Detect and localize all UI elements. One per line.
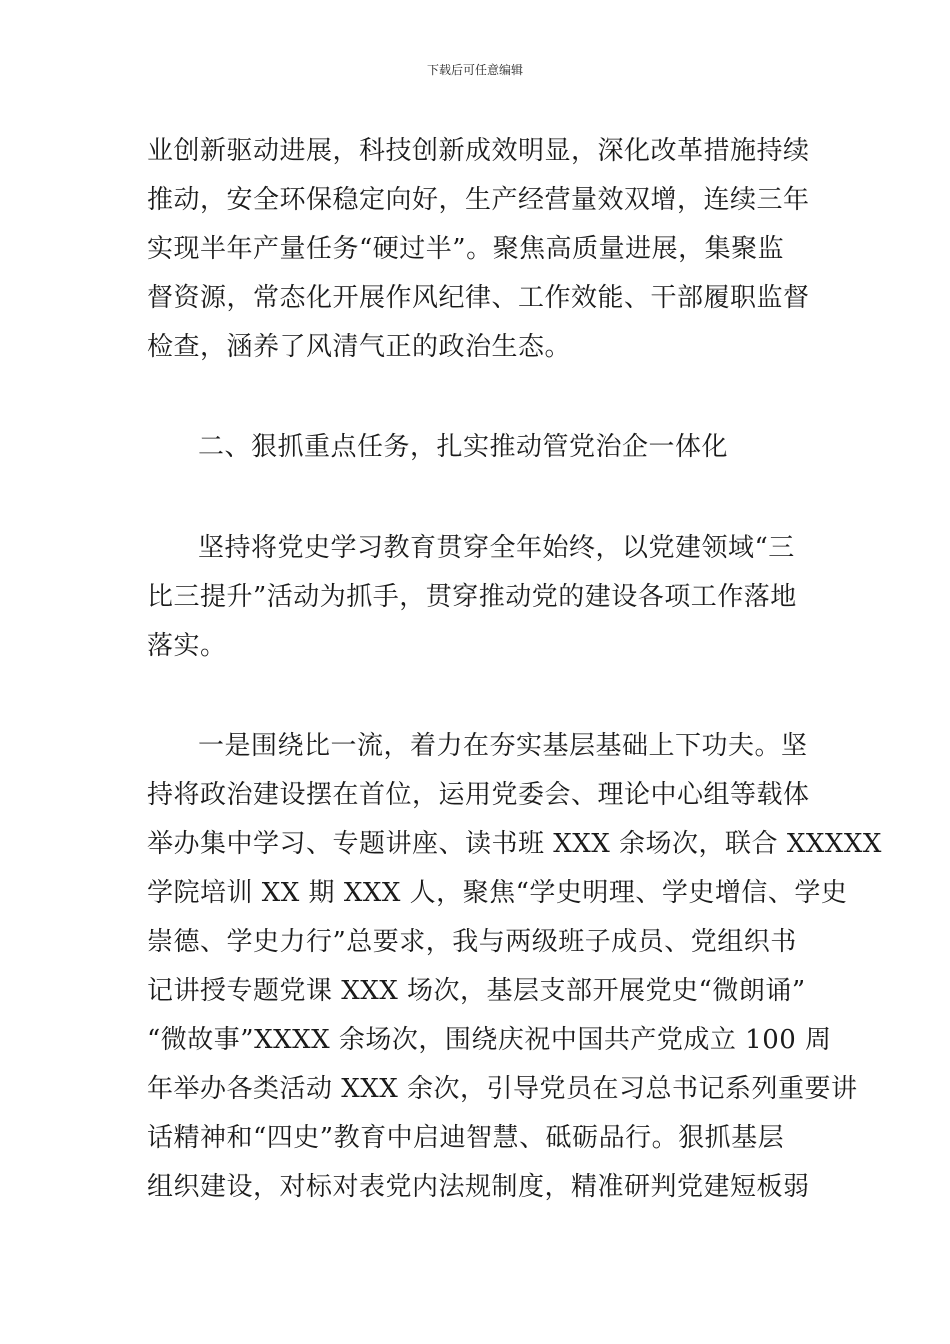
paragraph-3-line-3: 举办集中学习、专题讲座、读书班 XXX 余场次，联合 XXXXX	[147, 829, 882, 859]
paragraph-2-line-2: 比三提升”活动为抓手，贯穿推动党的建设各项工作落地	[147, 582, 797, 612]
paragraph-1-line-1: 业创新驱动进展，科技创新成效明显，深化改革措施持续	[147, 136, 810, 166]
paragraph-2-line-1: 坚持将党史学习教育贯穿全年始终，以党建领域“三	[198, 533, 795, 563]
paragraph-3-line-1: 一是围绕比一流，着力在夯实基层基础上下功夫。坚	[198, 731, 808, 761]
paragraph-3-line-4: 学院培训 XX 期 XXX 人，聚焦“学史明理、学史增信、学史	[147, 878, 848, 908]
paragraph-3-line-5: 崇德、学史力行”总要求，我与两级班子成员、党组织书	[147, 927, 797, 957]
paragraph-3-line-6: 记讲授专题党课 XXX 场次，基层支部开展党史“微朗诵”	[147, 976, 806, 1006]
paragraph-1-line-4: 督资源，常态化开展作风纪律、工作效能、干部履职监督	[147, 283, 810, 313]
section-heading: 二、狠抓重点任务，扎实推动管党治企一体化	[198, 432, 729, 462]
page-header: 下载后可任意编辑	[426, 63, 523, 77]
paragraph-1-line-3: 实现半年产量任务“硬过半”。聚焦高质量进展，集聚监	[147, 234, 785, 264]
paragraph-3-line-8: 年举办各类活动 XXX 余次，引导党员在习总书记系列重要讲	[147, 1074, 858, 1104]
paragraph-3-line-2: 持将政治建设摆在首位，运用党委会、理论中心组等载体	[147, 780, 810, 810]
paragraph-3-line-10: 组织建设，对标对表党内法规制度，精准研判党建短板弱	[147, 1172, 810, 1202]
paragraph-3-line-9: 话精神和“四史”教育中启迪智慧、砥砺品行。狠抓基层	[147, 1123, 785, 1153]
paragraph-1-line-2: 推动，安全环保稳定向好，生产经营量效双增，连续三年	[147, 185, 810, 215]
paragraph-3-line-7: “微故事”XXXX 余场次，围绕庆祝中国共产党成立 100 周	[147, 1025, 832, 1055]
paragraph-2-line-3: 落实。	[147, 631, 227, 661]
paragraph-1-line-5: 检查，涵养了风清气正的政治生态。	[147, 332, 572, 362]
